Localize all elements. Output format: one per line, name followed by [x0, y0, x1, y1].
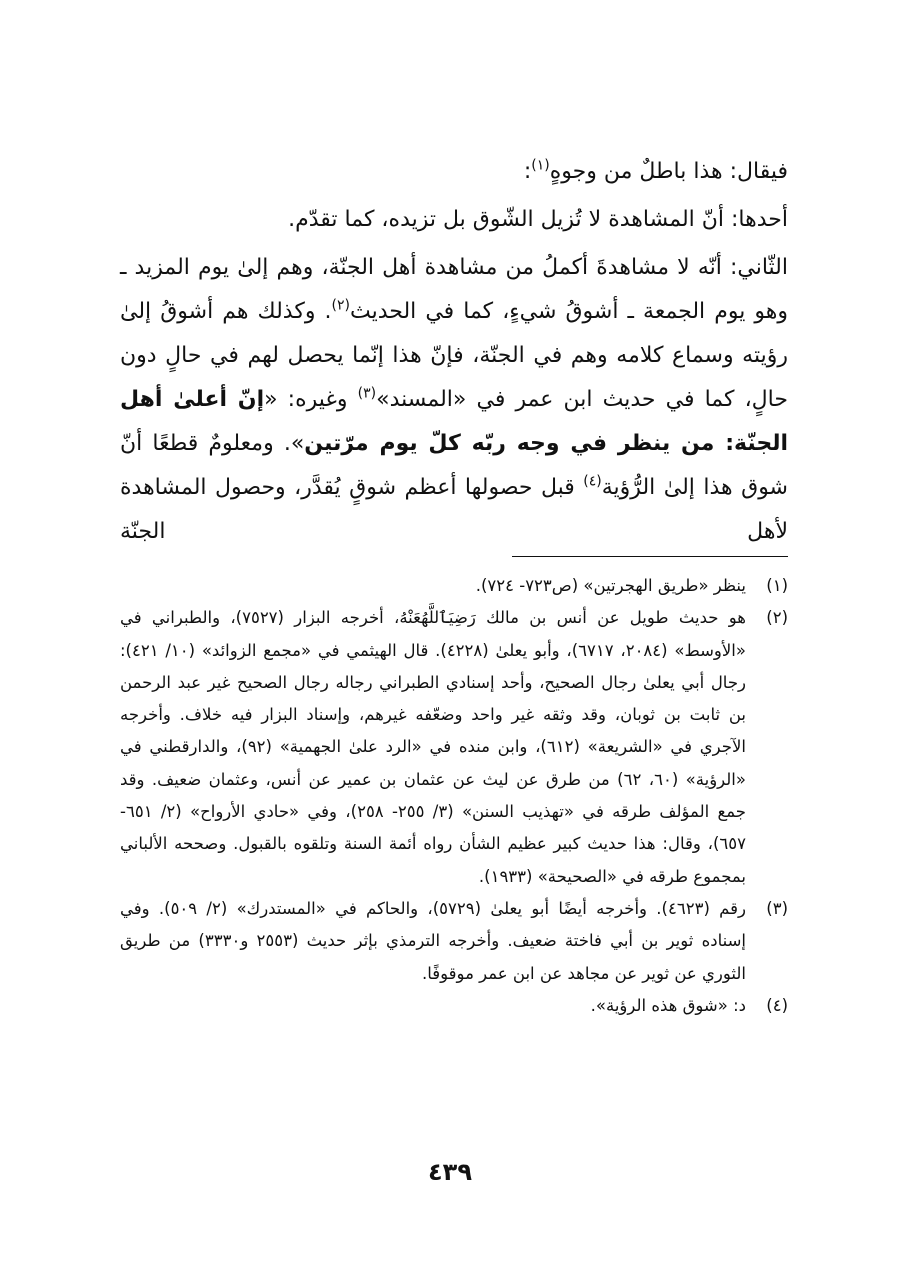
- footnote-ref-3[interactable]: (٣): [357, 385, 377, 402]
- text-segment: فيقال: هذا باطلٌ من وجوهٍ: [549, 159, 788, 184]
- footnote-ref-2[interactable]: (٢): [331, 297, 350, 314]
- main-text: [120, 150, 788, 554]
- text-segment: ». ومعلومٌ قطعًا أنّ شوق هذا إلىٰ الرُّؤية: [120, 431, 788, 500]
- footnote-1: [120, 570, 788, 602]
- footnotes: [120, 570, 788, 1022]
- footnote-ref-1[interactable]: (١): [531, 157, 550, 174]
- text-segment: . وكذلك هم أشوقُ إلىٰ رؤيته وسماع كلامه وهم في الجنّة، فإنّ هذا إنّما يحصل لهم في حالٍ دون حالٍ، كما في حديث ابن عمر في «المسند»: [120, 299, 788, 412]
- paragraph-1: [120, 150, 788, 194]
- text-segment: وغيره: «: [264, 387, 358, 412]
- text-segment: الثّاني: أنّه لا مشاهدةَ أكملُ من مشاهدة أهل الجنّة، وهم إلىٰ يوم المزيد ـ وهو يوم الجمعة ـ أشوقُ شيءٍ، كما في الحديث: [120, 255, 788, 324]
- footnote-number: (١): [766, 576, 788, 595]
- footnote-text: د: «شوق هذه الرؤية».: [590, 995, 746, 1015]
- footnote-ref-4[interactable]: (٤): [583, 473, 602, 490]
- footnote-3: [120, 893, 788, 990]
- footnote-number: (٤): [766, 995, 788, 1015]
- paragraph-3: [120, 246, 788, 554]
- footnote-2: [120, 602, 788, 893]
- footnote-separator: [512, 556, 788, 557]
- footnote-text: ينظر «طريق الهجرتين» (ص٧٢٣- ٧٢٤).: [475, 576, 746, 595]
- paragraph-2: أحدها: أنّ المشاهدة لا تُزيل الشّوق بل تزيده، كما تقدّم.: [288, 207, 788, 232]
- text-segment: قبل حصولها أعظم شوقٍ يُقدَّر، وحصول المشاهدة لأهل الجنّة: [120, 475, 788, 544]
- page-number: ٤٣٩: [428, 1158, 472, 1186]
- hadith-quote: إنّ أعلىٰ أهل الجنّة: من ينظر في وجه ربّه كلّ يوم مرّتين: [120, 387, 788, 456]
- footnote-text: هو حديث طويل عن أنس بن مالك رَضِيَٱللَّهُعَنْهُ، أخرجه البزار (٧٥٢٧)، والطبراني في «الأوسط» (٢٠٨٤، ٦٧١٧)، وأبو يعلىٰ (٤٢٢٨). قال الهيثمي في «مجمع الزوائد» (١٠/ ٤٢١): رجال أبي يعلىٰ رجال الصحيح، وأحد إسنادي الطبراني رجاله رجال الصحيح غير عبد الرحمن بن ثابت بن ثوبان، وقد وثقه غير واحد وضعّفه غيرهم، وإسناد البزار فيه خلاف. وأخرجه الآجري في «الشريعة» (٦١٢)، وابن منده في «الرد علىٰ الجهمية» (٩٢)، والدارقطني في «الرؤية» (٦٠، ٦٢) من طرق عن ليث عن عثمان بن عمير عن أنس، وعثمان ضعيف. وقد جمع المؤلف طرقه في «تهذيب السنن» (٣/ ٢٥٥- ٢٥٨)، وفي «حادي الأرواح» (٢/ ٦٥١- ٦٥٧)، وقال: هذا حديث كبير عظيم الشأن رواه أئمة السنة وتلقوه بالقبول. وصححه الألباني بمجموع طرقه في «الصحيحة» (١٩٣٣).: [120, 608, 746, 886]
- footnote-number: (٣): [766, 898, 788, 918]
- footnote-text: رقم (٤٦٢٣). وأخرجه أيضًا أبو يعلىٰ (٥٧٢٩)، والحاكم في «المستدرك» (٢/ ٥٠٩). وفي إسناده ثوير بن أبي فاختة ضعيف. وأخرجه الترمذي بإثر حديث (٢٥٥٣ و٣٣٣٠) من طريق الثوري عن ثوير عن مجاهد عن ابن عمر موقوفًا.: [120, 898, 747, 983]
- footnote-number: (٢): [766, 608, 788, 628]
- footnote-4: [120, 990, 788, 1022]
- text-segment: :: [523, 159, 532, 184]
